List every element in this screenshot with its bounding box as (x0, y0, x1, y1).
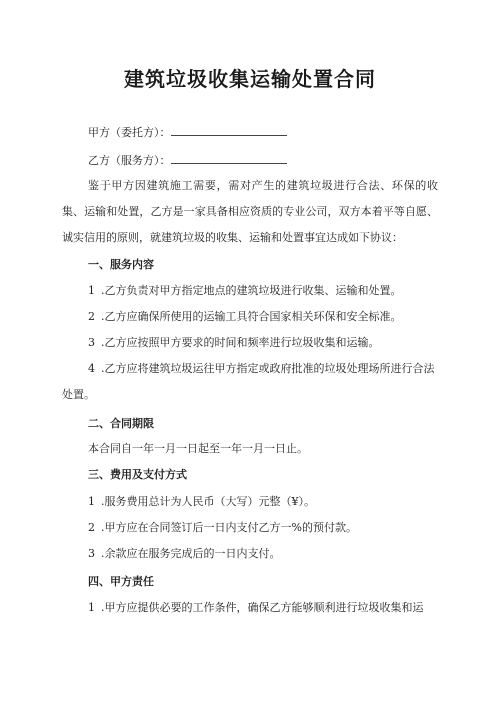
list-item (62, 515, 438, 541)
intro-paragraph: 鉴于甲方因建筑施工需要，需对产生的建筑垃圾进行合法、环保的收集、运输和处置，乙方是一家具备相应资质的专业公司，双方本着平等自愿、诚实信用的原则，就建筑垃圾的收集、运输和处置事宜达成如下协议： (62, 179, 438, 244)
party-b-line (88, 153, 287, 168)
party-a-label: 甲方（委托方）： (88, 126, 171, 139)
item-number: 2 (88, 310, 95, 323)
item-text: .乙方应按照甲方要求的时间和频率进行垃圾收集和运输。 (101, 336, 380, 349)
item-number: 3 (88, 336, 95, 349)
item-text: .乙方负责对甲方指定地点的建筑垃圾进行收集、运输和处置。 (101, 284, 402, 297)
list-item (62, 356, 438, 408)
list-item (62, 278, 438, 304)
item-text: .余款应在服务完成后的一日内支付。 (101, 547, 281, 560)
party-a-line (88, 125, 287, 140)
item-number: 1 (88, 601, 95, 614)
item-number: 2 (88, 521, 95, 534)
term-text: 本合同自一年一月一日起至一年一月一日止。 (88, 442, 308, 455)
item-number: 1 (88, 495, 95, 508)
list-item (62, 595, 438, 621)
item-number: 3 (88, 547, 95, 560)
item-text: .服务费用总计为人民币（大写）元整（¥）。 (101, 495, 315, 508)
section-heading-term: 二、合同期限 (88, 417, 154, 430)
section-heading-party-a-duties: 四、甲方责任 (88, 575, 154, 588)
list-item (62, 304, 438, 330)
section-heading-fees: 三、费用及支付方式 (88, 468, 187, 481)
list-item (62, 541, 438, 567)
party-b-label: 乙方（服务方）： (88, 154, 171, 167)
item-text: .乙方应将建筑垃圾运往甲方指定或政府批准的垃圾处理场所进行合法处置。 (62, 362, 435, 401)
section-heading-services: 一、服务内容 (88, 258, 154, 271)
party-a-blank[interactable] (171, 125, 287, 136)
item-number: 4 (88, 362, 95, 375)
item-number: 1 (88, 284, 95, 297)
list-item (62, 489, 438, 515)
list-item (62, 330, 438, 356)
item-text: .乙方应确保所使用的运输工具符合国家相关环保和安全标准。 (101, 310, 402, 323)
party-b-blank[interactable] (171, 153, 287, 164)
document-title: 建筑垃圾收集运输处置合同 (124, 67, 376, 91)
item-text: .甲方应在合同签订后一日内支付乙方一%的预付款。 (101, 521, 357, 534)
item-text: .甲方应提供必要的工作条件，确保乙方能够顺利进行垃圾收集和运 (101, 601, 424, 614)
